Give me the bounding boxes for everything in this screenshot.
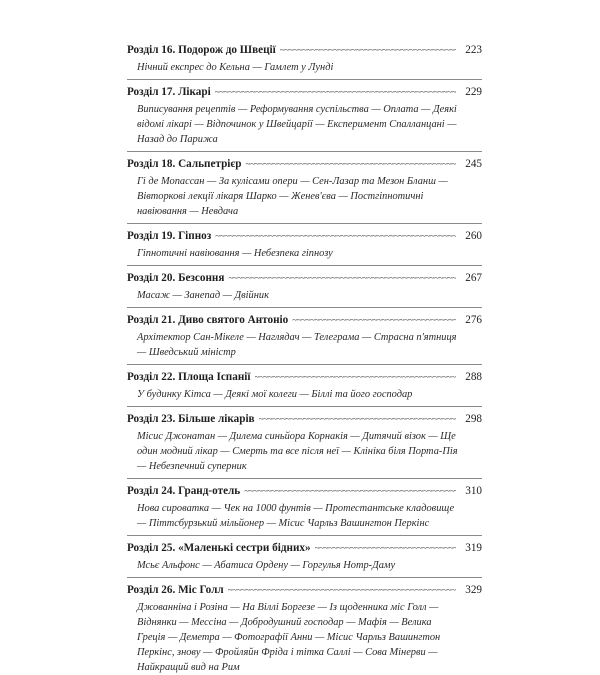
dot-leader <box>245 158 456 171</box>
divider <box>127 364 482 365</box>
chapter-22 <box>127 371 482 407</box>
chapter-title: Розділ 16. Подорож до Швеції <box>127 44 276 56</box>
chapter-subtitles: Виписування рецептів — Реформування суспільства — Оплата — Деякі відомі лікарі — Відпочинок у Швейцарії — Експеримент Спалланцані — Назад до Парижа <box>137 104 457 145</box>
divider <box>127 265 482 266</box>
chapter-subtitles: Гі де Мопассан — За кулісами опери — Сен-Лазар та Мезон Бланш — Вівторкові лекції лікаря Шарко — Женев'єва — Постгіпнотичні навіювання — Невдача <box>137 176 448 217</box>
chapter-heading <box>127 584 482 597</box>
chapter-title: Розділ 25. «Маленькі сестри бідних» <box>127 542 311 554</box>
dot-leader <box>244 485 456 498</box>
dot-leader <box>315 542 456 555</box>
page-number: 229 <box>465 86 482 98</box>
divider <box>127 535 482 536</box>
dot-leader <box>259 413 456 426</box>
chapter-title: Розділ 22. Площа Іспанії <box>127 371 251 383</box>
divider <box>127 79 482 80</box>
dot-leader <box>228 272 456 285</box>
chapter-heading <box>127 314 482 327</box>
chapter-subtitles: Масаж — Занепад — Двійник <box>137 290 269 301</box>
chapter-title: Розділ 23. Більше лікарів <box>127 413 255 425</box>
chapter-23 <box>127 413 482 479</box>
divider <box>127 406 482 407</box>
dot-leader <box>215 86 456 99</box>
dot-leader <box>215 230 456 243</box>
dot-leader <box>292 314 456 327</box>
dot-leader <box>280 44 456 57</box>
chapter-title: Розділ 21. Диво святого Антоніо <box>127 314 289 326</box>
chapter-heading <box>127 371 482 384</box>
chapter-title: Розділ 18. Сальпетрієр <box>127 158 242 170</box>
dot-leader <box>228 584 456 597</box>
chapter-21 <box>127 314 482 365</box>
chapter-heading <box>127 485 482 498</box>
page-number: 319 <box>465 542 482 554</box>
divider <box>127 223 482 224</box>
chapter-heading <box>127 272 482 285</box>
chapter-subtitles: Нова сироватка — Чек на 1000 фунтів — Протестантське кладовище — Піттсбурзький мільйонер — Місис Чарльз Вашингтон Перкінс <box>137 503 455 529</box>
divider <box>127 577 482 578</box>
chapter-title: Розділ 26. Міс Голл <box>127 584 224 596</box>
chapter-heading <box>127 542 482 555</box>
chapter-subtitles: Місис Джонатан — Дилема синьйора Корнакія — Дитячий візок — Ще один модний лікар — Смерть та все після неї — Клініка біля Порта-Пія — Небезпечний суперник <box>137 431 458 472</box>
chapter-subtitles: Нічний експрес до Кельна — Гамлет у Лунді <box>137 62 334 73</box>
chapter-subtitles: Архітектор Сан-Мікеле — Наглядач — Телеграма — Страсна п'ятниця — Шведський міністр <box>137 332 457 358</box>
page-number: 223 <box>465 44 482 56</box>
divider <box>127 478 482 479</box>
chapter-title: Розділ 20. Безсоння <box>127 272 225 284</box>
chapter-26 <box>127 584 482 675</box>
chapter-subtitles: Мсьє Альфонс — Абатиса Ордену — Горгулья Нотр-Даму <box>137 560 396 571</box>
page-number: 260 <box>465 230 482 242</box>
table-of-contents <box>127 44 482 675</box>
chapter-25 <box>127 542 482 578</box>
chapter-title: Розділ 24. Гранд-отель <box>127 485 241 497</box>
chapter-16 <box>127 44 482 80</box>
divider <box>127 151 482 152</box>
page-number: 288 <box>465 371 482 383</box>
page-number: 245 <box>465 158 482 170</box>
chapter-heading <box>127 413 482 426</box>
chapter-title: Розділ 19. Гіпноз <box>127 230 212 242</box>
page-number: 276 <box>465 314 482 326</box>
chapter-subtitles: У будинку Кітса — Деякі мої колеги — Біллі та його господар <box>137 389 413 400</box>
page-number: 329 <box>465 584 482 596</box>
chapter-heading <box>127 158 482 171</box>
chapter-17 <box>127 86 482 152</box>
chapter-20 <box>127 272 482 308</box>
page-number: 310 <box>465 485 482 497</box>
chapter-subtitles: Джованніна і Розіна — На Віллі Боргезе — Із щоденника міс Голл — Віднянки — Мессіна — Добродушний господар — Мафія — Велика Греція — Деметра — Фотографії Анни — Місис Чарльз Вашингтон Перкінс, знову — Фройляйн Фріда і тітка Саллі — Сова Мінерви — Найкращий вид на Рим <box>137 602 441 673</box>
divider <box>127 307 482 308</box>
chapter-19 <box>127 230 482 266</box>
chapter-subtitles: Гіпнотичні навіювання — Небезпека гіпнозу <box>137 248 333 259</box>
page-number: 298 <box>465 413 482 425</box>
chapter-heading <box>127 230 482 243</box>
page-number: 267 <box>465 272 482 284</box>
dot-leader <box>255 371 457 384</box>
chapter-heading <box>127 44 482 57</box>
chapter-heading <box>127 86 482 99</box>
chapter-18 <box>127 158 482 224</box>
chapter-24 <box>127 485 482 536</box>
chapter-title: Розділ 17. Лікарі <box>127 86 211 98</box>
